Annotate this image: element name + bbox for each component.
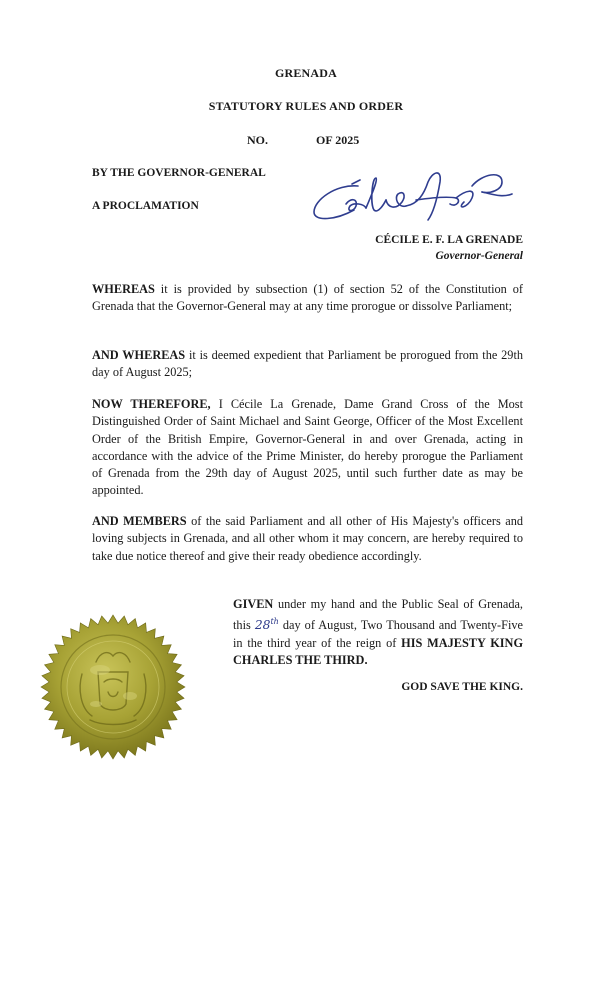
paragraph-now-therefore — [92, 396, 523, 500]
given-day — [255, 618, 279, 632]
document-year-label: OF 2025 — [316, 133, 360, 147]
monarch-name: HIS MAJESTY KING CHARLES THE THIRD — [233, 635, 524, 667]
paragraph-text: of the said Parliament and all other of His Majesty's officers and loving subjects in Grenada, and all other whom it may concern, are hereby required to take due notice thereof and give their ready obedience accordingly. — [92, 514, 523, 563]
given-day-suffix: th — [270, 617, 279, 627]
given-day-number: 28 — [254, 618, 271, 633]
signatory-name: CÉCILE E. F. LA GRENADE — [375, 234, 523, 246]
paragraph-text: it is deemed expedient that Parliament be prorogued from the 29th day of August 2025; — [92, 348, 524, 380]
public-seal-icon — [38, 612, 188, 762]
given-end: . — [364, 652, 368, 667]
paragraph-lead: NOW THEREFORE, — [92, 397, 211, 411]
given-text-1: under my hand and the Public Seal of Grenada, this — [233, 597, 523, 633]
paragraph-lead: AND WHEREAS — [92, 348, 186, 362]
by-governor-general: BY THE GOVERNOR-GENERAL — [92, 167, 266, 179]
given-lead: GIVEN — [233, 597, 274, 611]
signature-icon — [306, 164, 526, 234]
paragraph-text: it is provided by subsection (1) of section 52 of the Constitution of Grenada that the Governor-General may at any time prorogue or dissolve Parliament; — [92, 282, 523, 314]
closing-line: GOD SAVE THE KING. — [401, 681, 523, 693]
given-clause — [233, 596, 523, 669]
given-text-2: day of August, Two Thousand and Twenty-Five in the third year of the reign of — [233, 618, 523, 650]
document-number-label: NO. — [247, 133, 268, 147]
paragraph-whereas — [92, 281, 523, 316]
paragraph-lead: WHEREAS — [92, 282, 155, 296]
signatory-title: Governor-General — [435, 250, 523, 262]
paragraph-lead: AND MEMBERS — [92, 514, 187, 528]
paragraph-and-members — [92, 513, 523, 565]
paragraph-and-whereas — [92, 347, 523, 382]
proclamation-label: A PROCLAMATION — [92, 200, 199, 212]
paragraph-text: I Cécile La Grenade, Dame Grand Cross of the Most Distinguished Order of Saint Michael and Saint George, Officer of the Most Excellent Order of the British Empire, Governor-General in and over Grenada, acting in accordance with the advice of the Prime Minister, do hereby prorogue the Parliament of Grenada from the 29th day of August 2025, until such further date as may be appointed. — [92, 397, 524, 498]
document-series: STATUTORY RULES AND ORDER — [208, 99, 404, 113]
document-country: GRENADA — [274, 66, 338, 80]
